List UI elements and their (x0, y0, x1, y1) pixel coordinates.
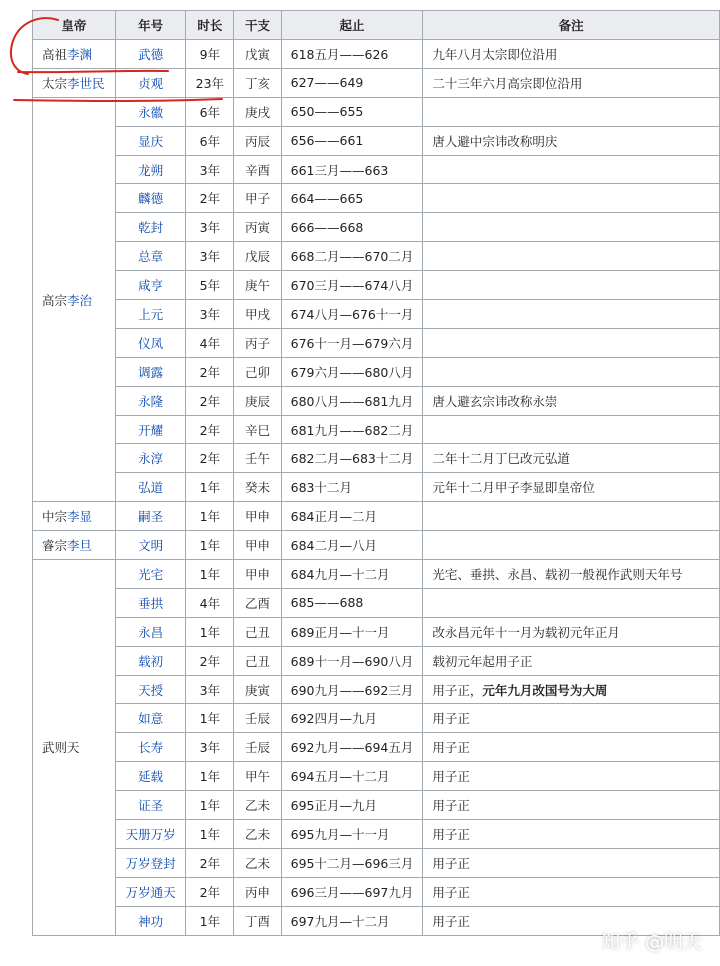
duration-cell: 1年 (186, 762, 234, 791)
era-link[interactable]: 永隆 (115, 386, 186, 415)
header-note: 备注 (423, 11, 720, 40)
note-cell (423, 473, 720, 502)
note-cell (423, 444, 720, 473)
era-link[interactable]: 文明 (115, 531, 186, 560)
range-cell: 695十二月—696三月 (281, 848, 423, 877)
era-link[interactable]: 上元 (115, 300, 186, 329)
range-cell: 689十一月—690八月 (281, 646, 423, 675)
range-cell: 684二月—八月 (281, 531, 423, 560)
era-link[interactable]: 弘道 (115, 473, 186, 502)
table-row (33, 184, 720, 213)
range-cell: 668二月——670二月 (281, 242, 423, 271)
era-link[interactable]: 永徽 (115, 97, 186, 126)
duration-cell: 2年 (186, 357, 234, 386)
duration-cell: 3年 (186, 242, 234, 271)
table-row (33, 560, 720, 589)
table-row (33, 704, 720, 733)
duration-cell: 1年 (186, 473, 234, 502)
era-link[interactable]: 天授 (115, 675, 186, 704)
ganzhi-cell: 丁酉 (234, 906, 281, 935)
emperor-name-link[interactable]: 李显 (67, 509, 93, 525)
ganzhi-cell: 丙辰 (234, 126, 281, 155)
era-link[interactable]: 神功 (115, 906, 186, 935)
note-text: 唐人避中宗讳改称明庆 (432, 133, 558, 149)
note-text: 九年八月太宗即位沿用 (432, 46, 558, 62)
note-text: 改永昌元年十一月为载初元年正月 (432, 624, 620, 640)
emperor-name-link[interactable]: 李旦 (67, 538, 93, 554)
range-cell: 695正月—九月 (281, 791, 423, 820)
note-cell (423, 415, 720, 444)
ganzhi-cell: 乙未 (234, 820, 281, 849)
note-cell (423, 704, 720, 733)
range-cell: 656——661 (281, 126, 423, 155)
note-text: 唐人避玄宗讳改称永崇 (432, 393, 558, 409)
duration-cell: 3年 (186, 213, 234, 242)
range-cell: 685——688 (281, 588, 423, 617)
table-row (33, 242, 720, 271)
range-cell: 670三月——674八月 (281, 271, 423, 300)
era-table (32, 10, 720, 936)
table-row (33, 40, 720, 69)
note-text: 用子正 (432, 826, 470, 842)
emperor-cell (33, 502, 116, 531)
range-cell: 682二月—683十二月 (281, 444, 423, 473)
table-row (33, 271, 720, 300)
ganzhi-cell: 壬辰 (234, 733, 281, 762)
note-cell (423, 820, 720, 849)
table-row (33, 473, 720, 502)
note-cell (423, 848, 720, 877)
duration-cell: 2年 (186, 415, 234, 444)
table-row (33, 300, 720, 329)
duration-cell: 1年 (186, 791, 234, 820)
range-cell: 618五月——626 (281, 40, 423, 69)
note-text: 用子正 (432, 769, 470, 785)
duration-cell: 3年 (186, 300, 234, 329)
range-cell: 681九月——682二月 (281, 415, 423, 444)
duration-cell: 2年 (186, 646, 234, 675)
ganzhi-cell: 庚午 (234, 271, 281, 300)
emperor-title: 高祖 (42, 46, 68, 62)
table-row (33, 97, 720, 126)
duration-cell: 3年 (186, 733, 234, 762)
emperor-title: 太宗 (42, 75, 68, 91)
table-row (33, 415, 720, 444)
note-cell (423, 40, 720, 69)
era-link[interactable]: 垂拱 (115, 588, 186, 617)
era-link[interactable]: 显庆 (115, 126, 186, 155)
ganzhi-cell: 辛巳 (234, 415, 281, 444)
duration-cell: 1年 (186, 617, 234, 646)
table-row (33, 733, 720, 762)
era-link[interactable]: 万岁通天 (115, 877, 186, 906)
note-text: 用子正 (432, 711, 470, 727)
range-cell: 695九月—十一月 (281, 820, 423, 849)
note-cell (423, 97, 720, 126)
range-cell: 692九月——694五月 (281, 733, 423, 762)
era-link[interactable]: 延载 (115, 762, 186, 791)
era-link[interactable]: 永昌 (115, 617, 186, 646)
note-cell (423, 242, 720, 271)
ganzhi-cell: 壬午 (234, 444, 281, 473)
note-cell (423, 68, 720, 97)
note-cell (423, 184, 720, 213)
note-text: 载初元年起用子正 (432, 653, 533, 669)
range-cell: 694五月—十二月 (281, 762, 423, 791)
table-row (33, 328, 720, 357)
duration-cell: 1年 (186, 704, 234, 733)
table-row (33, 357, 720, 386)
era-link[interactable]: 开耀 (115, 415, 186, 444)
table-row (33, 762, 720, 791)
ganzhi-cell: 丁亥 (234, 68, 281, 97)
header-row (33, 11, 720, 40)
emperor-cell (33, 560, 116, 936)
duration-cell: 3年 (186, 155, 234, 184)
note-cell (423, 386, 720, 415)
range-cell: 683十二月 (281, 473, 423, 502)
ganzhi-cell: 乙未 (234, 848, 281, 877)
note-cell (423, 531, 720, 560)
era-link[interactable]: 如意 (115, 704, 186, 733)
table-row (33, 617, 720, 646)
range-cell: 697九月—十二月 (281, 906, 423, 935)
ganzhi-cell: 庚寅 (234, 675, 281, 704)
era-link[interactable]: 武德 (115, 40, 186, 69)
table-row (33, 531, 720, 560)
table-row (33, 68, 720, 97)
note-cell (423, 733, 720, 762)
note-cell (423, 213, 720, 242)
emperor-name-link[interactable]: 李治 (67, 292, 93, 308)
table-row (33, 444, 720, 473)
era-link[interactable]: 万岁登封 (115, 848, 186, 877)
ganzhi-cell: 辛酉 (234, 155, 281, 184)
emperor-title: 睿宗 (42, 538, 68, 554)
table-row (33, 588, 720, 617)
note-cell (423, 271, 720, 300)
range-cell: 684九月—十二月 (281, 560, 423, 589)
ganzhi-cell: 庚戌 (234, 97, 281, 126)
note-text: 光宅、垂拱、永昌、载初一般视作武则天年号 (432, 566, 683, 582)
note-cell (423, 126, 720, 155)
range-cell: 692四月—九月 (281, 704, 423, 733)
table-row (33, 502, 720, 531)
note-cell (423, 617, 720, 646)
duration-cell: 1年 (186, 820, 234, 849)
era-link[interactable]: 仪凤 (115, 328, 186, 357)
ganzhi-cell: 癸未 (234, 473, 281, 502)
table-row (33, 126, 720, 155)
ganzhi-cell: 丙申 (234, 877, 281, 906)
range-cell: 666——668 (281, 213, 423, 242)
ganzhi-cell: 己丑 (234, 646, 281, 675)
note-cell (423, 328, 720, 357)
ganzhi-cell: 戊辰 (234, 242, 281, 271)
ganzhi-cell: 乙未 (234, 791, 281, 820)
duration-cell: 2年 (186, 877, 234, 906)
header-range: 起止 (281, 11, 423, 40)
era-link[interactable]: 调露 (115, 357, 186, 386)
header-era: 年号 (115, 11, 186, 40)
note-text: 用子正 (432, 740, 470, 756)
table-row (33, 646, 720, 675)
duration-cell: 23年 (186, 68, 234, 97)
note-text: 用子正 (432, 855, 470, 871)
era-link[interactable]: 咸亨 (115, 271, 186, 300)
ganzhi-cell: 甲子 (234, 184, 281, 213)
range-cell: 690九月——692三月 (281, 675, 423, 704)
table-row (33, 820, 720, 849)
ganzhi-cell: 甲申 (234, 531, 281, 560)
era-link[interactable]: 嗣圣 (115, 502, 186, 531)
note-text: 二年十二月丁巳改元弘道 (432, 451, 570, 467)
duration-cell: 1年 (186, 531, 234, 560)
duration-cell: 9年 (186, 40, 234, 69)
duration-cell: 6年 (186, 126, 234, 155)
duration-cell: 2年 (186, 386, 234, 415)
ganzhi-cell: 甲午 (234, 762, 281, 791)
duration-cell: 2年 (186, 848, 234, 877)
duration-cell: 2年 (186, 444, 234, 473)
note-text: 用子正 (432, 884, 470, 900)
emperor-cell (33, 68, 116, 97)
range-cell: 696三月——697九月 (281, 877, 423, 906)
era-link[interactable]: 载初 (115, 646, 186, 675)
note-cell (423, 560, 720, 589)
duration-cell: 2年 (186, 184, 234, 213)
note-cell (423, 646, 720, 675)
range-cell: 680八月——681九月 (281, 386, 423, 415)
table-row (33, 213, 720, 242)
note-cell (423, 357, 720, 386)
header-emperor: 皇帝 (33, 11, 116, 40)
header-ganzhi: 干支 (234, 11, 281, 40)
range-cell: 676十一月—679六月 (281, 328, 423, 357)
emperor-name-link[interactable]: 李世民 (67, 75, 105, 91)
range-cell: 627——649 (281, 68, 423, 97)
emperor-cell (33, 40, 116, 69)
table-row (33, 386, 720, 415)
duration-cell: 4年 (186, 588, 234, 617)
table-row (33, 877, 720, 906)
ganzhi-cell: 己丑 (234, 617, 281, 646)
table-row (33, 848, 720, 877)
range-cell: 674八月—676十一月 (281, 300, 423, 329)
range-cell: 689正月—十一月 (281, 617, 423, 646)
duration-cell: 1年 (186, 906, 234, 935)
era-link[interactable]: 永淳 (115, 444, 186, 473)
note-cell (423, 675, 720, 704)
note-cell (423, 877, 720, 906)
ganzhi-cell: 庚辰 (234, 386, 281, 415)
range-cell: 684正月—二月 (281, 502, 423, 531)
note-text: 用子正 (432, 913, 470, 929)
emperor-title: 武则天 (42, 740, 80, 756)
ganzhi-cell: 壬辰 (234, 704, 281, 733)
duration-cell: 3年 (186, 675, 234, 704)
note-cell (423, 791, 720, 820)
era-link[interactable]: 光宅 (115, 560, 186, 589)
duration-cell: 5年 (186, 271, 234, 300)
note-cell (423, 762, 720, 791)
ganzhi-cell: 丙子 (234, 328, 281, 357)
emperor-title: 中宗 (42, 509, 68, 525)
duration-cell: 1年 (186, 502, 234, 531)
table-row (33, 155, 720, 184)
era-link[interactable]: 长寿 (115, 733, 186, 762)
table-body (33, 40, 720, 936)
ganzhi-cell: 戊寅 (234, 40, 281, 69)
era-link[interactable]: 证圣 (115, 791, 186, 820)
table-row (33, 675, 720, 704)
era-link[interactable]: 总章 (115, 242, 186, 271)
duration-cell: 6年 (186, 97, 234, 126)
header-duration: 时长 (186, 11, 234, 40)
note-cell (423, 588, 720, 617)
note-text: 用子正 (432, 798, 470, 814)
range-cell: 650——655 (281, 97, 423, 126)
ganzhi-cell: 甲申 (234, 502, 281, 531)
note-cell (423, 300, 720, 329)
ganzhi-cell: 己卯 (234, 357, 281, 386)
note-text: 用子正， (432, 682, 483, 698)
table-row (33, 791, 720, 820)
ganzhi-cell: 丙寅 (234, 213, 281, 242)
range-cell: 679六月——680八月 (281, 357, 423, 386)
emperor-cell (33, 97, 116, 501)
era-link[interactable]: 龙朔 (115, 155, 186, 184)
era-link[interactable]: 麟德 (115, 184, 186, 213)
era-link[interactable]: 乾封 (115, 213, 186, 242)
range-cell: 661三月——663 (281, 155, 423, 184)
emperor-cell (33, 531, 116, 560)
note-text: 二十三年六月高宗即位沿用 (432, 75, 583, 91)
era-link[interactable]: 天册万岁 (115, 820, 186, 849)
duration-cell: 1年 (186, 560, 234, 589)
ganzhi-cell: 甲戌 (234, 300, 281, 329)
ganzhi-cell: 乙酉 (234, 588, 281, 617)
emperor-name-link[interactable]: 李渊 (67, 46, 93, 62)
note-cell (423, 502, 720, 531)
watermark: 知乎 @明天 (600, 931, 702, 953)
emperor-title: 高宗 (42, 292, 68, 308)
era-link[interactable]: 贞观 (115, 68, 186, 97)
note-bold-text: 元年九月改国号为大周 (482, 682, 608, 698)
ganzhi-cell: 甲申 (234, 560, 281, 589)
range-cell: 664——665 (281, 184, 423, 213)
duration-cell: 4年 (186, 328, 234, 357)
note-text: 元年十二月甲子李显即皇帝位 (432, 480, 595, 496)
note-cell (423, 155, 720, 184)
